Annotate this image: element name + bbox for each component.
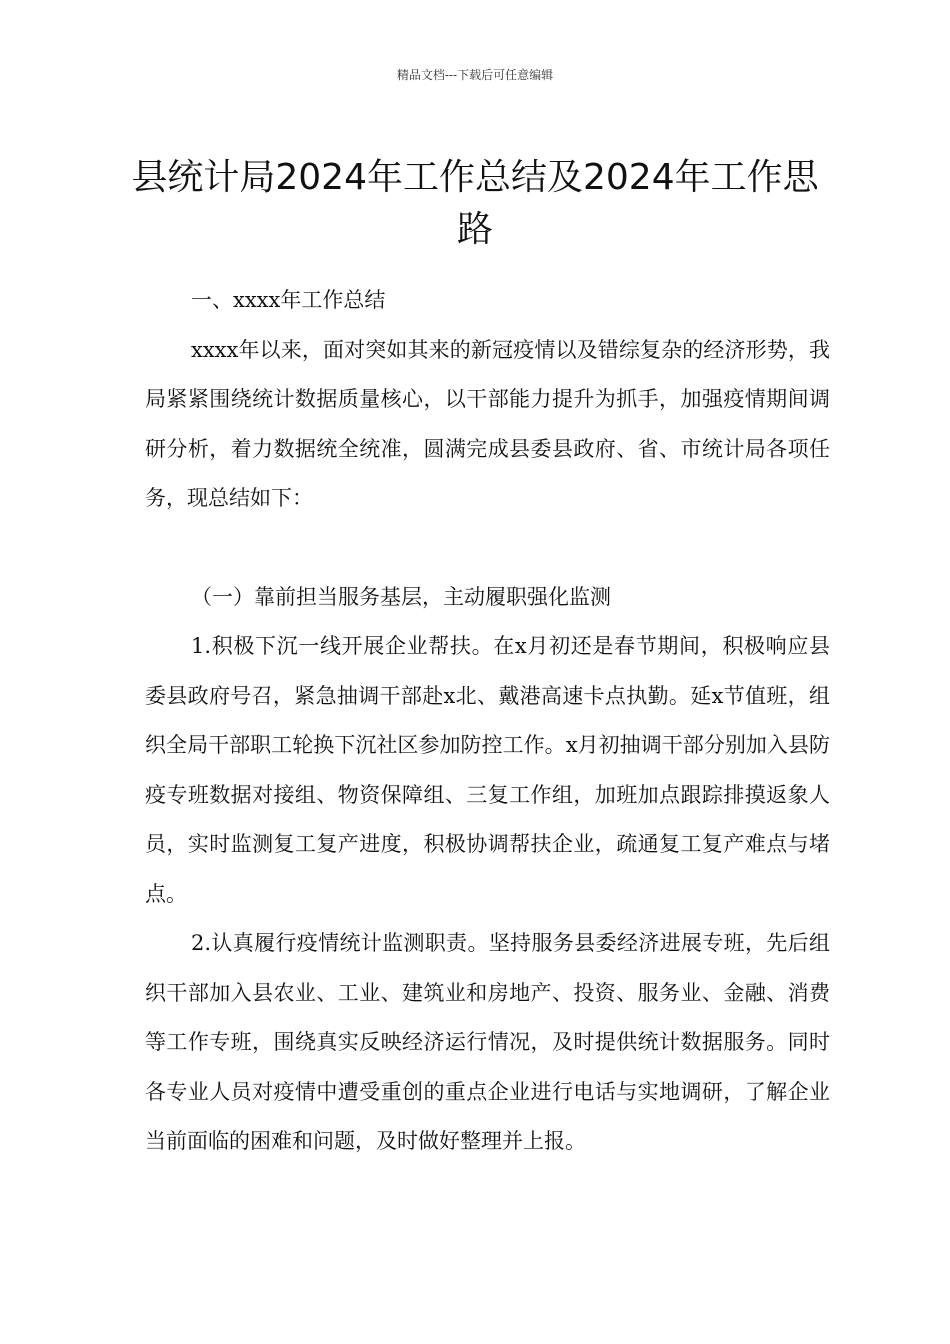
- document-body: [145, 276, 830, 1167]
- subsection-heading: （一）靠前担当服务基层，主动履职强化监测: [191, 584, 611, 609]
- paragraph: 2.认真履行疫情统计监测职责。坚持服务县委经济进展专班，先后组织干部加入县农业、工业、建筑业和房地产、投资、服务业、金融、消费等工作专班，围绕真实反映经济运行情况，及时提供统计数据服务。同时各专业人员对疫情中遭受重创的重点企业进行电话与实地调研，了解企业当前面临的困难和问题，及时做好整理并上报。: [145, 931, 830, 1153]
- document-title: 县统计局2024年工作总结及2024年工作思路: [131, 157, 819, 251]
- paragraph: 1.积极下沉一线开展企业帮扶。在x月初还是春节期间，积极响应县委县政府号召，紧急抽调干部赴x北、戴港高速卡点执勤。延x节值班，组织全局干部职工轮换下沉社区参加防控工作。x月初抽调干部分别加入县防疫专班数据对接组、物资保障组、三复工作组，加班加点跟踪排摸返象人员，实时监测复工复产进度，积极协调帮扶企业，疏通复工复产难点与堵点。: [145, 634, 830, 906]
- section-heading: 一、xxxx年工作总结: [191, 288, 386, 312]
- paragraph: xxxx年以来，面对突如其来的新冠疫情以及错综复杂的经济形势，我局紧紧围绕统计数据质量核心，以干部能力提升为抓手，加强疫情期间调研分析，着力数据统全统准，圆满完成县委县政府、省、市统计局各项任务，现总结如下：: [145, 337, 830, 510]
- header-note: 精品文档---下载后可任意编辑: [396, 68, 554, 82]
